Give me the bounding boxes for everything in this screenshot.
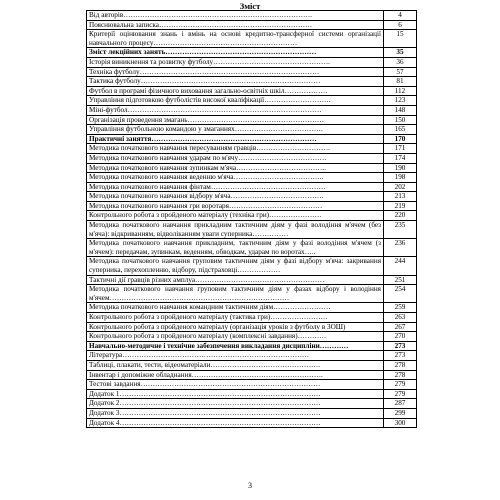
toc-entry-title: Управління підготовкою футболістів високої кваліфікації………………………. [87,96,384,106]
toc-row [87,257,417,275]
toc-entry-page: 300 [384,418,417,428]
toc-entry-title: Методика початкового навчання груповим тактичним діям у фазі відбору м'яча: закривання суперника, перехопленню, відбору, підстраховці……………… [87,257,384,275]
toc-row [87,67,417,77]
toc-entry-title: Додаток 3………………………………………………………………………… [87,408,384,418]
toc-entry-page: 150 [384,115,417,125]
toc-entry-title: Методика початкового навчання груповим тактичним діям у фазах відбору і володіння м'ячем………………………………………………………………… [87,285,384,303]
toc-entry-title: Пояснювальна записка………………………………………………………. [87,20,384,30]
toc-row [87,57,417,67]
toc-entry-title: Додаток 4………………………………………………………………………… [87,418,384,428]
page-title: Зміст [239,1,261,11]
toc-entry-title: Додаток 1………………………………………………………………………… [87,389,384,399]
toc-entry-page: 4 [384,11,417,21]
toc-entry-title: Додаток 2………………………………………………………………………… [87,399,384,409]
toc-row [87,20,417,30]
toc-row [87,11,417,21]
toc-entry-page: 15 [384,30,417,48]
toc-row [87,341,417,351]
toc-row [87,313,417,323]
toc-entry-page: 112 [384,86,417,96]
toc-row [87,275,417,285]
toc-row [87,389,417,399]
toc-row [87,408,417,418]
toc-row [87,285,417,303]
toc-entry-page: 270 [384,332,417,342]
toc-row [87,322,417,332]
toc-entry-title: Навчально-методичне і технічне забезпечення викладання дисципліни………… [87,341,384,351]
toc-row [87,30,417,48]
toc-row [87,192,417,202]
toc-row [87,125,417,135]
toc-entry-title: Інвентар і допоміжне обладнання………………………………………………. [87,370,384,380]
toc-entry-title: Міні-футбол……………………………………………………………………… [87,105,384,115]
toc-row [87,399,417,409]
toc-entry-title: Методика початкового навчання веденню м'яча……………………………….. [87,173,384,183]
toc-row [87,153,417,163]
toc-entry-page: 273 [384,341,417,351]
toc-entry-page: 244 [384,257,417,275]
toc-entry-title: Техніка футболу………………………………………………………………… [87,67,384,77]
toc-entry-title: Зміст лекційних занять……………………………………………………… [87,48,384,58]
toc-entry-page: 219 [384,201,417,211]
toc-entry-page: 6 [384,20,417,30]
toc-entry-page: 165 [384,125,417,135]
toc-row [87,105,417,115]
toc-entry-page: 123 [384,96,417,106]
toc-entry-title: Критерії оцінювання знань і вмінь на основі кредитно-трансферної системи організації навчального процесу…………………………………………………… [87,30,384,48]
toc-entry-page: 279 [384,389,417,399]
toc-row [87,77,417,87]
toc-entry-page: 278 [384,360,417,370]
toc-entry-page: 57 [384,67,417,77]
toc-entry-title: Методика початкового навчання командним тактичним діям…………………… [87,303,384,313]
toc-row [87,134,417,144]
toc-entry-title: Футбол в програмі фізичного виховання загально-освітніх шкіл……………… [87,86,384,96]
toc-row [87,182,417,192]
toc-entry-title: Практичні заняття…………………………………………………………… [87,134,384,144]
toc-entry-page: 148 [384,105,417,115]
toc-entry-title: Тестові завдання………………………………………………………………… [87,380,384,390]
toc-row [87,351,417,361]
toc-entry-title: Тактика футболу………………………………………………………………… [87,77,384,87]
toc-entry-page: 259 [384,303,417,313]
toc-entry-title: Контрольного робота з пройденого матеріалу (техніка гри)…………………. [87,211,384,221]
toc-entry-page: 254 [384,285,417,303]
toc-row [87,173,417,183]
toc-entry-title: Контрольного робота з пройденого матеріалу (тактика гри)…………………… [87,313,384,323]
toc-body [87,11,417,428]
toc-row [87,211,417,221]
toc-entry-page: 299 [384,408,417,418]
toc-entry-page: 251 [384,275,417,285]
toc-row [87,96,417,106]
page-number: 3 [248,481,252,490]
toc-entry-page: 220 [384,211,417,221]
toc-entry-page: 190 [384,163,417,173]
toc-row [87,332,417,342]
toc-entry-title: Від авторів……………………………………………………………………. [87,11,384,21]
toc-row [87,201,417,211]
toc-entry-title: Методика початкового навчання пересуванням гравців…………………………. [87,144,384,154]
toc-row [87,360,417,370]
toc-entry-page: 273 [384,351,417,361]
toc-entry-page: 202 [384,182,417,192]
toc-row [87,48,417,58]
toc-entry-title: Управління футбольною командою у змаганнях………………………………. [87,125,384,135]
toc-row [87,380,417,390]
toc-entry-page: 198 [384,173,417,183]
toc-entry-title: Методика початкового навчання відбору м'яча………………………………… [87,192,384,202]
toc-entry-page: 287 [384,399,417,409]
toc-entry-page: 213 [384,192,417,202]
toc-entry-title: Таблиці, плакати, тести, відеоматеріали………………………………………. [87,360,384,370]
toc-entry-page: 278 [384,370,417,380]
toc-row [87,418,417,428]
toc-entry-title: Контрольного робота з пройденого матеріалу (організація уроків з футболу в ЗОШ) [87,322,384,332]
toc-row [87,115,417,125]
toc-entry-page: 174 [384,153,417,163]
toc-entry-title: Методика початкового навчання ударам по м'ячу………………………………. [87,153,384,163]
toc-entry-page: 171 [384,144,417,154]
toc-entry-page: 235 [384,221,417,239]
toc-entry-title: Методика початкового навчання фінтам………………………………………… [87,182,384,192]
table-of-contents [86,10,417,428]
toc-entry-page: 279 [384,380,417,390]
toc-entry-title: Методика початкового навчання гри воротаря………………………………… [87,201,384,211]
toc-entry-title: Історія виникнення та розвитку футболу…………………………………………. [87,57,384,67]
toc-entry-page: 35 [384,48,417,58]
toc-entry-title: Методика початкового навчання зупинкам м'яча……………………………….. [87,163,384,173]
toc-entry-page: 263 [384,313,417,323]
toc-entry-page: 81 [384,77,417,87]
toc-entry-title: Тактичні дії гравців різних амплуа……………………………………………… [87,275,384,285]
toc-entry-title: Методика початкового навчання прикладним, тактичним діям у фазі володіння м'ячем (з м'ячем): передачам, зупинкам, веденням, обводкам, ударам по воротах….. [87,239,384,257]
toc-row [87,163,417,173]
toc-entry-title: Література…………………………………………………………………… [87,351,384,361]
toc-entry-page: 36 [384,57,417,67]
toc-row [87,370,417,380]
toc-row [87,303,417,313]
toc-entry-page: 236 [384,239,417,257]
toc-entry-title: Методика початкового навчання прикладним тактичним діям у фазі володіння м'ячем (без м'яча): відкриванням, відволіканням уваги суперника…………… [87,221,384,239]
toc-entry-page: 170 [384,134,417,144]
toc-row [87,239,417,257]
toc-entry-page: 267 [384,322,417,332]
toc-row [87,144,417,154]
toc-entry-title: Організація проведення змагань………………………………………………… [87,115,384,125]
toc-entry-title: Контрольного робота з пройденого матеріалу (комплексні завдання)………… [87,332,384,342]
toc-row [87,86,417,96]
toc-row [87,221,417,239]
